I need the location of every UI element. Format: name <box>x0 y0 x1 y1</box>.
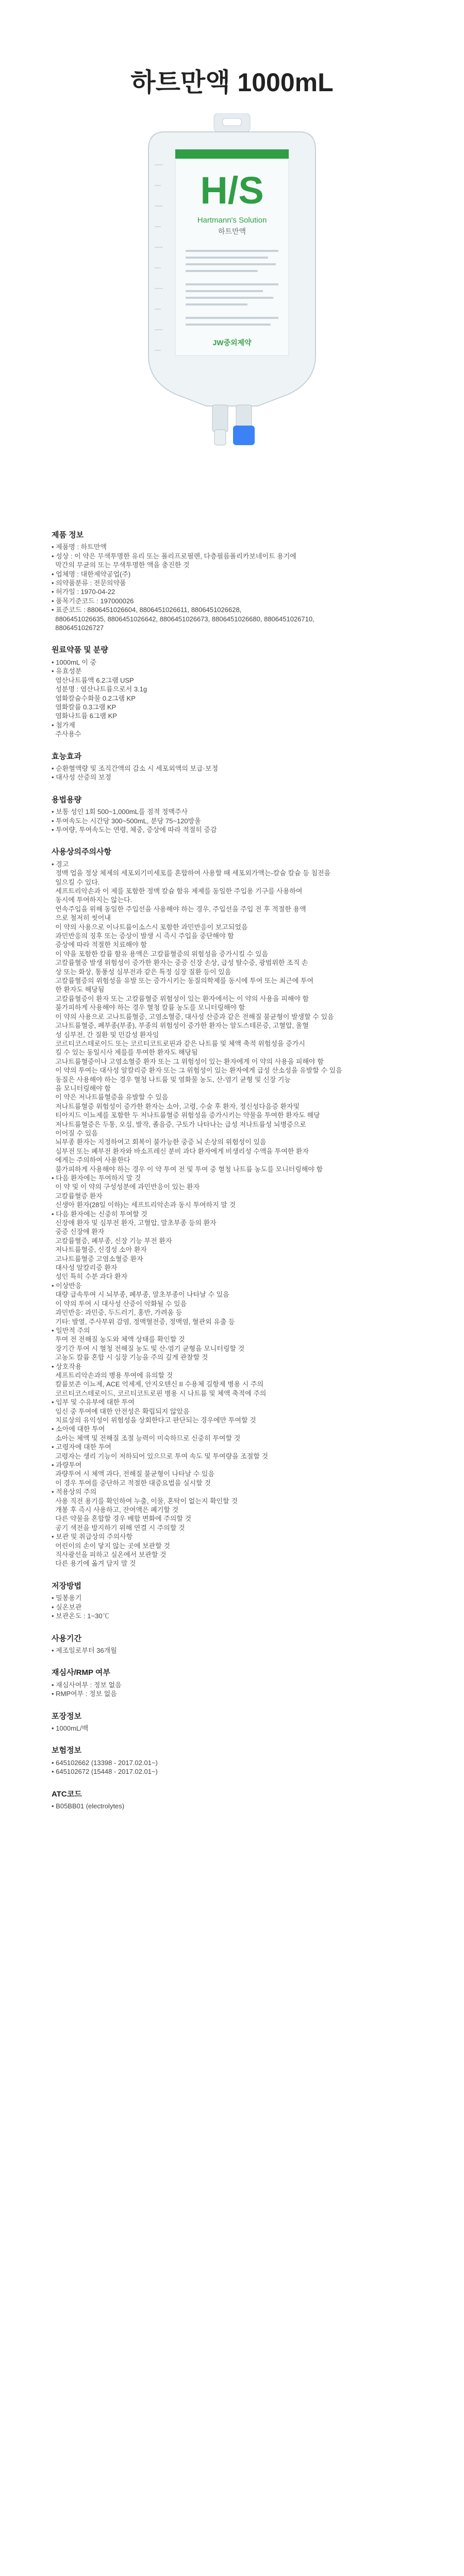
injection-port <box>212 405 228 432</box>
info-line: 이 경우 투여를 중단하고 적절한 대증요법을 실시할 것 <box>52 1479 211 1487</box>
section-efficacy <box>52 752 412 782</box>
info-line: 과민반응의 징후 또는 증상이 발생 시 즉시 주입을 중단해야 함 <box>52 932 234 940</box>
info-line: • 첨가제 <box>52 721 75 729</box>
info-line: 칼륨보존 이뇨제, ACE 억제제, 안지오텐신 II 수용체 길항제 병용 시 주의 <box>52 1380 264 1388</box>
info-line: 한 환자도 해당됨 <box>52 986 105 994</box>
logo-mark: H/S <box>200 169 264 212</box>
section-heading: 원료약품 및 분량 <box>52 646 108 655</box>
info-line: 증상에 따라 적절한 치료해야 함 <box>52 941 147 949</box>
iv-bag-image <box>103 113 361 453</box>
info-line: 8806451026727 <box>52 624 104 632</box>
section-dosage <box>52 795 412 835</box>
label-accent-bar <box>175 149 289 159</box>
info-line: 저나트륨혈증 위험성이 증가한 환자는 소아, 고령, 수술 후 환자, 정신성다음증 환자및 <box>52 1102 300 1110</box>
info-line: 이 약의 사용으로 이나트륨이소스시 포함한 과민반응이 보고되었음 <box>52 923 248 931</box>
info-line: 신생아 환자(28일 이하)는 세프트리악손과 동시 투여하지 말 것 <box>52 1201 236 1209</box>
section-shelf-life <box>52 1634 412 1655</box>
info-line: 불가피하게 사용해야 하는 경우 혈청 칼륨 농도를 모니터링해야 함 <box>52 1004 245 1012</box>
info-line: 저나트륨혈증은 두통, 오심, 발작, 졸음증, 구토가 나타나는 급성 저나트륨성 뇌병증으로 <box>52 1120 306 1128</box>
section-heading: 보험정보 <box>52 1746 81 1755</box>
section-heading: ATC코드 <box>52 1789 82 1799</box>
info-line: 이 약의 투여는 대사성 알칼리증 환자 또는 그 위험성이 있는 환자에게 급성 산소성을 유발할 수 있음 <box>52 1066 342 1075</box>
info-line: • 투여속도는 시간당 300~500mL, 분당 75~120방울 <box>52 817 201 825</box>
info-line: 염산나트륨액 6.2그램 USP <box>52 676 134 684</box>
label-korean-name: 하트만액 <box>218 227 246 235</box>
info-line: 세프트리악손과의 병용 투여에 유의할 것 <box>52 1371 173 1379</box>
info-line: • 645102662 (13398 - 2017.02.01~) <box>52 1758 158 1767</box>
info-line: 대량 급속투여 시 뇌부종, 폐부종, 말초부종이 나타날 수 있음 <box>52 1291 229 1299</box>
info-line: 치료상의 유익성이 위험성을 상회한다고 판단되는 경우에만 투여할 것 <box>52 1416 256 1424</box>
info-line: • B05BB01 (electrolytes) <box>52 1802 125 1810</box>
info-line: 고농도 칼륨 혼합 시 심장 기능을 주의 깊게 관찰할 것 <box>52 1353 208 1362</box>
info-line: • 1000mL 이 중 <box>52 658 96 666</box>
info-line: 으로 철저히 씻어내 <box>52 914 111 922</box>
info-line: • 과량투여 <box>52 1461 82 1469</box>
label-brand: JW중외제약 <box>212 338 252 347</box>
info-line: • 임부 및 수유부에 대한 투여 <box>52 1398 135 1406</box>
info-line: 어린이의 손이 닿지 않는 곳에 보관할 것 <box>52 1541 170 1550</box>
info-line: 코르티코스테로이드 또는 코르티코트로핀과 같은 나트륨 및 체액 축적 위험성을 증가시 <box>52 1039 305 1047</box>
info-line: 고칼륨혈증의 위험성을 유발 또는 증가시키는 동질의학제를 동시에 투여 또는 최근에 투여 <box>52 977 313 985</box>
info-line: 고칼륨혈증이 환자 또는 고칼륨혈증 위험성이 있는 환자에서는 이 약의 사용을 피해야 함 <box>52 994 309 1003</box>
info-line: 다른 약물을 혼합할 경우 배합 변화에 주의할 것 <box>52 1515 192 1523</box>
section-heading: 효능효과 <box>52 752 81 761</box>
info-line: • 경고 <box>52 860 69 868</box>
section-heading: 사용상의주의사항 <box>52 848 111 857</box>
info-line: 대사성 알칼리증 환자 <box>52 1264 118 1272</box>
info-line: • 성상 : 이 약은 무색투명한 유리 또는 폴리프로필렌, 다층필름폴리카보네이트 용기에 <box>52 552 296 560</box>
info-line: • 다음 환자에는 투여하지 말 것 <box>52 1174 141 1182</box>
info-line: • 소아에 대한 투여 <box>52 1425 105 1433</box>
info-line: • 유효성분 <box>52 667 82 675</box>
info-line: 심부전 또는 폐부전 환자와 바소프레신 분비 과다 환자에게 비생리성 수액을 투여한 환자 <box>52 1147 309 1155</box>
info-line: 킬 수 있는 동일시사 제를를 투여한 환자도 해당됨 <box>52 1048 198 1057</box>
section-ingredients <box>52 646 412 738</box>
info-line: • 업체명 : 대한제약공업(주) <box>52 570 131 578</box>
info-line: • 제품명 : 하트만액 <box>52 543 107 551</box>
info-line: • 보관 및 취급상의 주의사항 <box>52 1533 133 1541</box>
info-line: 을 모니터링해야 함 <box>52 1084 111 1092</box>
info-line: • 대사성 산증의 보정 <box>52 773 111 782</box>
info-line: 신장애 환자 및 심부전 환자, 고혈압, 말초부종 등의 환자 <box>52 1219 217 1227</box>
info-line: • 보통 성인 1회 500~1,000mL를 점적 정맥주사 <box>52 808 188 816</box>
info-line: 에게는 주의하여 사용한다 <box>52 1156 130 1164</box>
info-line: 과민반응: 과민증, 두드러기, 홍반, 가려움 등 <box>52 1309 183 1317</box>
info-line: 장기간 투여 시 혈청 전해질 농도 및 산-염기 균형을 모니터링할 것 <box>52 1344 245 1352</box>
info-line: 이 약을 포함한 칼륨 함유 용액은 고칼륨혈증의 위험성을 증가시킬 수 있음 <box>52 950 269 958</box>
info-line: 상 또는 화상, 통풍성 심부전과 같은 특정 심장 질환 등이 있음 <box>52 968 231 976</box>
info-line: 고칼륨혈증 발생 위험성이 증가한 환자는 중증 신장 손상, 급성 탈수증, 광범위한 조직 손 <box>52 959 308 967</box>
info-line: 뇌부종 환자는 지정하여고 회복이 불가능한 중증 뇌 손상의 위험성이 있음 <box>52 1138 267 1146</box>
info-line: 개봉 후 즉시 사용하고, 잔여액은 폐기할 것 <box>52 1506 179 1514</box>
info-line: • 투여량, 투여속도는 연령, 체중, 증상에 따라 적절히 증감 <box>52 825 217 834</box>
info-line: 성인 특히 수분 과다 환자 <box>52 1273 128 1281</box>
section-heading: 용법용량 <box>52 795 81 804</box>
section-heading: 제품 정보 <box>52 531 84 539</box>
info-line: 다른 용기에 옮겨 담지 말 것 <box>52 1560 136 1568</box>
info-line: 정맥 업을 정상 체제의 세포외기미세포를 혼합하여 사용할 때 세포외가액는-칼슘 칼슘 등 침전을 <box>52 869 331 877</box>
info-line: • 1000mL/백 <box>52 1724 89 1732</box>
info-line: 동시에 투여하지는 않는다. <box>52 896 132 904</box>
info-line: 중증 신장애 환자 <box>52 1228 105 1236</box>
info-line: 저나트륨혈증, 신경성 소아 환자 <box>52 1246 147 1254</box>
page-title: 하트만액 1000mL <box>130 68 334 97</box>
info-line: 고칼륨혈증 환자 <box>52 1192 103 1200</box>
info-line: 공기 색전을 방지하기 위해 연결 시 주의할 것 <box>52 1523 185 1532</box>
section-product-info <box>52 531 412 632</box>
info-line: 이 약의 투여 시 대사성 산증이 악화될 수 있음 <box>52 1299 187 1308</box>
info-line: 염화칼륨 0.3그램 KP <box>52 703 117 711</box>
info-line: • 고령자에 대한 투여 <box>52 1443 111 1451</box>
info-line: • 허가일 : 1970-04-22 <box>52 588 115 596</box>
info-line: 코르티코스테로이드, 코르티코트로핀 병용 시 나트륨 및 체액 축적에 주의 <box>52 1389 267 1397</box>
section-heading: 포장정보 <box>52 1711 81 1721</box>
info-line: 염화칼슘수화물 0.2그램 KP <box>52 694 136 702</box>
port-cap <box>233 426 255 445</box>
info-line: 고나트륨혈증, 폐부종(부종), 부종의 위험성이 증가한 환자는 알도스테론증, 고혈압, 울혈 <box>52 1022 309 1030</box>
info-line: • 일반적 주의 <box>52 1326 90 1334</box>
info-line: 이 약은 저나트륨혈증을 유발할 수 있음 <box>52 1093 169 1101</box>
section-heading: 재심사/RMP 여부 <box>52 1668 110 1677</box>
info-line: 성분명 : 염산나트륨으로서 3.1g <box>52 685 147 693</box>
info-line: • 품목기준코드 : 197000026 <box>52 597 134 605</box>
outlet-port <box>236 405 252 428</box>
info-line: 주사용수 <box>52 730 81 738</box>
info-line: • 순환혈액량 및 조직간액의 감소 시 세포외액의 보급·보정 <box>52 764 218 772</box>
section-precautions <box>52 848 412 1568</box>
section-storage <box>52 1582 412 1621</box>
info-line: 8806451026635, 8806451026642, 8806451026673, 8806451026680, 8806451026710, <box>52 615 314 623</box>
info-line: • 실온보관 <box>52 1603 82 1611</box>
info-line: 소아는 체액 및 전해질 조절 능력이 미숙하므로 신중히 투여할 것 <box>52 1434 241 1442</box>
info-line: 직사광선을 피하고 실온에서 보관할 것 <box>52 1551 167 1559</box>
info-line: • 제조일로부터 36개월 <box>52 1646 117 1654</box>
info-line: • RMP여부 : 정보 없음 <box>52 1690 117 1698</box>
info-line: 불가피하게 사용해야 하는 경우 이 약 투여 전 및 투여 중 혈청 나트륨 농도를 모니터링해야 함 <box>52 1165 323 1173</box>
info-line: 동질은 사용해야 하는 경우 혈청 나트륨 및 염화물 농도, 산-염기 균형 및 신장 기능 <box>52 1075 291 1083</box>
info-line: 막간의 무균의 또는 무색투명한 액을 충진한 것 <box>52 561 190 569</box>
info-line: 고나트륨혈증이나 고염소혈증 환자 또는 그 위험성이 있는 환자에게 이 약의 사용을 피해야 함 <box>52 1057 324 1065</box>
info-line: • 재심사여부 : 정보 없음 <box>52 1681 122 1689</box>
section-review-rmp <box>52 1668 412 1698</box>
info-line: 과량투여 시 체액 과다, 전해질 불균형이 나타날 수 있음 <box>52 1470 215 1478</box>
info-line: • 이상반응 <box>52 1281 82 1290</box>
info-line: • 645102672 (15448 - 2017.02.01~) <box>52 1768 158 1776</box>
section-insurance <box>52 1746 412 1776</box>
info-line: 염화나트륨 6그램 KP <box>52 712 117 720</box>
info-line: • 보관온도 : 1~30℃ <box>52 1612 109 1620</box>
info-line: 일으킬 수 있다. <box>52 878 100 886</box>
info-line: • 상호작용 <box>52 1362 82 1370</box>
label-product-name: Hartmann's Solution <box>197 216 267 225</box>
info-line: 기타: 발열, 주사부위 감염, 정맥혈전증, 정맥염, 혈관외 유출 등 <box>52 1317 235 1326</box>
info-line: • 의약품분류 : 전문의약품 <box>52 579 126 587</box>
info-line: 임신 중 투여에 대한 안전성은 확립되지 않았음 <box>52 1407 190 1415</box>
section-heading: 저장방법 <box>52 1581 81 1590</box>
section-atc-code <box>52 1790 412 1811</box>
info-line: 고령자는 생리 기능이 저하되어 있으므로 투여 속도 및 투여량을 조절할 것 <box>52 1452 269 1460</box>
info-line: 연속주입을 위해 동일한 주입선을 사용해야 하는 경우, 주입선을 주입 전 후 적절한 용액 <box>52 905 306 913</box>
info-line: • 표준코드 : 8806451026604, 8806451026611, 8806451026628, <box>52 606 242 614</box>
info-line: • 적용상의 주의 <box>52 1488 97 1496</box>
info-line: • 다음 환자에는 신중히 투여할 것 <box>52 1210 147 1218</box>
info-line: 티아지드 이뇨제를 포함한 두 저나트륨혈증 위험성을 증가시키는 약물을 투여한 환자도 해당 <box>52 1111 320 1120</box>
product-info-content <box>52 531 412 1824</box>
section-heading: 사용기간 <box>52 1634 81 1643</box>
info-line: 성 심부전, 간 질환 및 민감성 환자임 <box>52 1030 159 1039</box>
info-line: 고칼륨혈증, 폐부종, 신장 기능 부전 환자 <box>52 1236 172 1245</box>
info-line: 고나트륨혈증 고염소혈증 환자 <box>52 1255 143 1263</box>
info-line: 이 약 및 이 약의 구성성분에 과민반응이 있는 환자 <box>52 1183 200 1191</box>
info-line: 세프트리악손과 이 제를 포함한 정맥 칼슘 함유 제제를 동일한 주입용 기구를 사용하여 <box>52 887 303 895</box>
info-line: • 밀봉용기 <box>52 1594 82 1602</box>
section-packaging <box>52 1712 412 1733</box>
info-line: 이어질 수 있음 <box>52 1129 98 1137</box>
info-line: 사용 직전 용기를 확인하여 누출, 이물, 혼탁이 없는지 확인할 것 <box>52 1497 238 1505</box>
info-line: 이 약의 사용으로 고나트륨혈증, 고염소혈증, 대사성 산증과 같은 전해질 불균형이 발생할 수 있음 <box>52 1012 334 1021</box>
info-line: 투여 전 전해질 농도와 체액 상태를 확인할 것 <box>52 1335 185 1344</box>
